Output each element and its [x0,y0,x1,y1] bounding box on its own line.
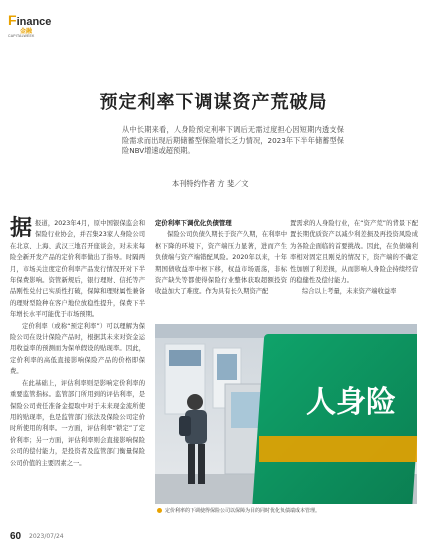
article-summary: 从中长期来看，人身险预定利率下调后无需过度担心因短期内透支保险需求而出现后期储蓄型保险增长乏力情况，2023年下半年储蓄型保险NBV增速或超预期。 [122,125,344,156]
article-title: 预定利率下调谋资产荒破局 [99,92,328,113]
photo-caption: 定价利率的下调使得保险公司以保障为目的同时优化负债端成本管理。 [157,507,417,515]
magazine-logo [8,12,68,46]
page-number: 60 [10,531,22,542]
section-subheading: 定价利率下调优化负债管理 [155,219,232,227]
dropcap: 据 [10,216,33,241]
issue-date: 2023/07/24 [29,533,64,540]
logo-chinese: 金融 [20,28,33,35]
logo-subtitle: CAPITALWEEK [8,34,35,38]
paragraph: 保险公司负债久期长于资产久期，在利率中枢下降的环境下，资产端压力显著，进而产生负债端与资产端错配风险。2020年以来，十年期国债收益率中枢下移，权益市场震荡，非标资产缺失等都使得保险行业整体获取超额投资收益加大了难度。作为具有长久期资产配 [155,231,287,296]
article-column-2 [155,218,287,298]
logo-wordmark: Finance [8,12,52,28]
page-footer [10,531,420,543]
article-byline: 本刊特约作者 方 斐／文 [172,179,249,188]
paragraph: 据报道，2023年4月，原中国银保监会和保险行业协会，并召集23家人身险公司在北京、上海、武汉三地召开座谈会，对未来每险全新开发产品的定价利率做出了指导。时隔两月，市场关注度定价利率产品发行情况开对下半年保费影响。资管新规后，银行理财、信托等产品刚性兑付已实质性打破，保障和理财属性兼备的理财型险种在客户地位放稳性提升，保费下半年增长水平可能优于市场预期。 [10,216,145,319]
article-column-3 [290,218,418,298]
paragraph: 定价利率（或称“预定利率”）可以理解为保险公司在设计保险产品时，根据其未来对资金运用收益率的预测而为保单假设的贴现率。因此，定价利率的高低直接影响保险产品的价格即保费。 [10,322,145,376]
paragraph: 综合以上考量，未来资产端收益率 [302,288,397,296]
bullet-icon [157,508,162,513]
photo-illustration [155,324,417,504]
article-photo [155,324,417,504]
paragraph: 在此基础上，评估利率则是影响定价利率的重要监管指标。监管部门所用到的评估利率，是保险公司责任准备金提取中对于未来现金流所使用的贴现率，也是监管部门依法及保险公司定价时所使用的利率。一方面，评估利率“锁定”了定价利率；另一方面，评估利率则会直接影响保险公司的偿付能力，是投资者及监管部门衡量保险公司价值的主要因素之一。 [10,379,145,467]
paragraph: 置需求的人身险行业，在“资产荒”的背景下配置长期优质资产以减少利差损及再投资风险成为各险企面临的首要挑战。因此，在负债端利率相对固定且刚兑的情况下，资产端的不确定性加剧了利差损，从而影响人身险企持续经营的稳健性及偿付能力。 [290,220,418,285]
sign-text: 人身险 [306,385,396,420]
article-column-1 [10,218,145,469]
